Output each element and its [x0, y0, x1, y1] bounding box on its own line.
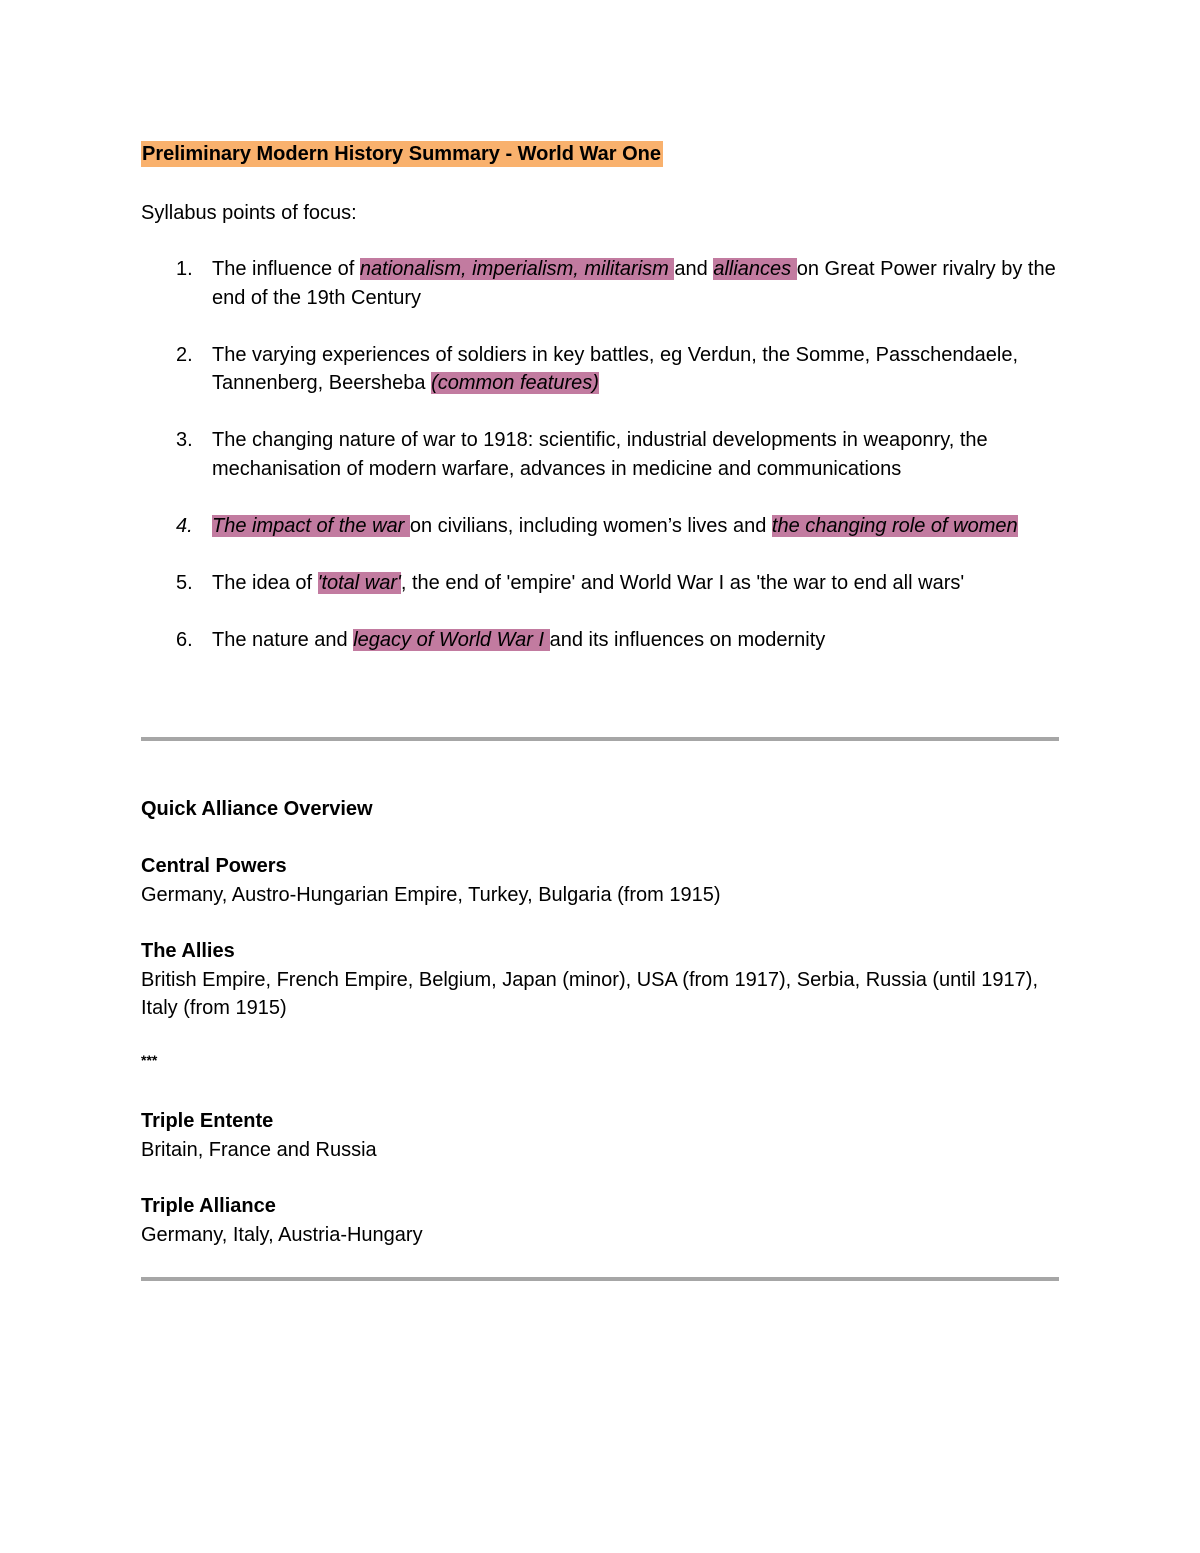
list-number: 1.: [176, 258, 193, 280]
triple-alliance-block: [141, 1192, 1059, 1249]
list-item: [141, 341, 1059, 398]
list-text: and its influences on modernity: [549, 628, 826, 651]
list-text: The varying experiences of soldiers in key battles, eg Verdun, the Somme, Passchendaele, Tannenberg, Beersheba: [212, 343, 1019, 394]
triple-alliance-label: Triple Alliance: [141, 1195, 276, 1217]
list-item: [141, 255, 1059, 312]
allies-members: British Empire, French Empire, Belgium, Japan (minor), USA (from 1917), Serbia, Russia (until 1917), Italy (from 1915): [141, 968, 1039, 1019]
list-text: on Great Power rivalry by the end of the 19th Century: [212, 258, 1056, 309]
list-text: The influence of: [212, 258, 360, 280]
alliance-heading: Quick Alliance Overview: [141, 798, 373, 820]
list-text: The nature and: [212, 628, 354, 651]
list-text: on civilians, including women’s lives and: [409, 514, 772, 537]
list-text: and: [674, 258, 714, 280]
syllabus-list: [141, 255, 1059, 683]
list-item: [141, 512, 1059, 541]
list-text: The idea of: [212, 571, 318, 594]
highlighted-term: (common features): [431, 372, 599, 394]
triple-entente-members: Britain, France and Russia: [141, 1138, 377, 1161]
central-powers-block: [141, 852, 1059, 909]
allies-block: [141, 937, 1059, 1023]
highlighted-term: alliances: [713, 258, 797, 280]
list-number: 3.: [176, 429, 193, 451]
central-powers-label: Central Powers: [141, 855, 287, 877]
list-item: [141, 569, 1059, 598]
triple-entente-label: Triple Entente: [141, 1110, 274, 1132]
list-text: The changing nature of war to 1918: scientific, industrial developments in weaponry, the mechanisation of modern warfare, advances in medicine and communications: [212, 429, 988, 480]
highlighted-term: the changing role of women: [771, 514, 1018, 537]
highlighted-term: legacy of World War I: [353, 628, 550, 651]
list-text: , the end of 'empire' and World War I as 'the war to end all wars': [400, 571, 965, 594]
list-number: 5.: [176, 571, 193, 594]
list-number: 2.: [176, 343, 193, 366]
section-separator: ***: [141, 1052, 158, 1068]
list-item: [141, 626, 1059, 655]
highlighted-term: nationalism, imperialism, militarism: [359, 258, 675, 280]
list-number: 6.: [176, 628, 193, 651]
allies-label: The Allies: [141, 940, 235, 962]
syllabus-intro: Syllabus points of focus:: [141, 202, 357, 224]
highlighted-term: 'total war': [317, 571, 401, 594]
central-powers-members: Germany, Austro-Hungarian Empire, Turkey, Bulgaria (from 1915): [141, 883, 721, 906]
triple-entente-block: [141, 1107, 1059, 1164]
list-number: 4.: [176, 514, 193, 537]
document-title: Preliminary Modern History Summary - World War One: [142, 143, 662, 165]
triple-alliance-members: Germany, Italy, Austria-Hungary: [141, 1223, 423, 1246]
highlighted-term: The impact of the war: [212, 514, 410, 537]
list-item: [141, 426, 1059, 483]
horizontal-rule: [141, 1277, 1059, 1281]
horizontal-rule: [141, 737, 1059, 741]
